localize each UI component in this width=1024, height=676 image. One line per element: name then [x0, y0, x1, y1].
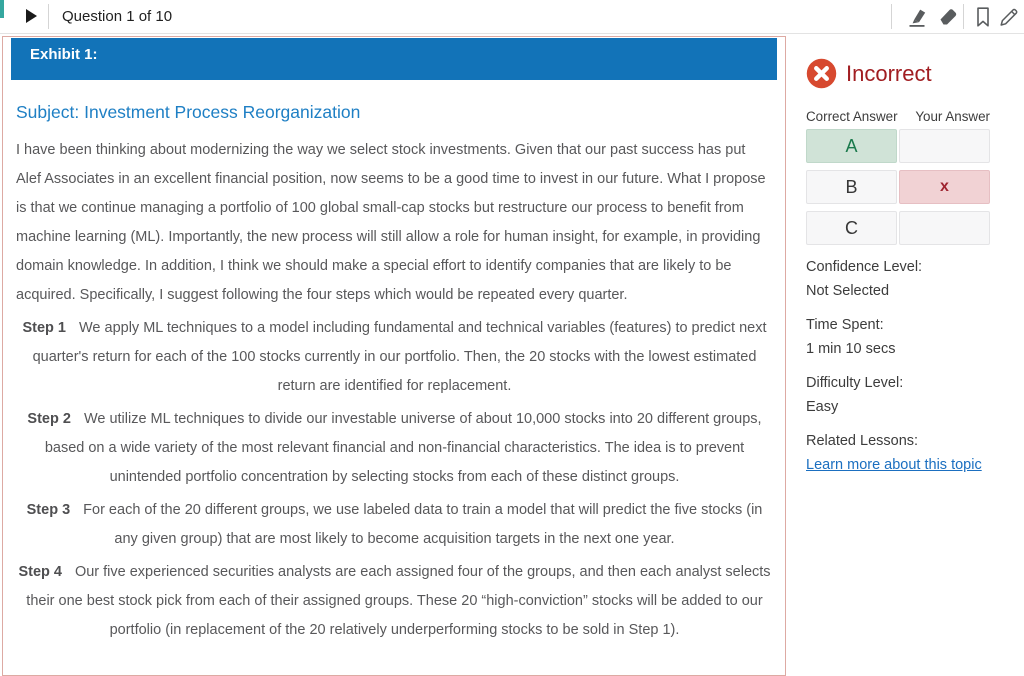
eraser-icon[interactable] [936, 5, 960, 29]
confidence-level-label: Confidence Level: [806, 259, 923, 275]
time-spent-label: Time Spent: [806, 317, 884, 333]
your-answer-header: Your Answer [915, 109, 990, 124]
related-lessons-block [806, 429, 1016, 477]
email-intro-paragraph: I have been thinking about modernizing the way we select stock investments. Given that our past success has put Alef Associates in an excellent financial position, now seems to be a good time to invest in our future. What I propose is that we continue managing a portfolio of 100 global small-cap stocks but restructure our process to benefit from machine learning (ML). Importantly, the new process will still allow a role for human insight, for example, in providing domain knowledge. In addition, I think we should make a special effort to identify companies that are likely to be acquired. Specifically, I suggest following the four steps which would be repeated every quarter. [16, 142, 766, 303]
answer-table-headers [806, 109, 990, 124]
step-3-text: For each of the 20 different groups, we use labeled data to train a model that will predict the five stocks (in any given group) that are most likely to become acquisition targets in the next one year. [83, 502, 763, 547]
exhibit-title: Exhibit 1: [30, 46, 98, 63]
correct-answer-header: Correct Answer [806, 109, 898, 124]
step-3-paragraph [16, 496, 773, 554]
result-sidebar [806, 36, 1016, 477]
step-1-paragraph [16, 314, 773, 401]
step-2-label: Step 2 [27, 411, 71, 427]
time-spent-value: 1 min 10 secs [806, 341, 896, 357]
answer-table [806, 129, 1016, 245]
result-status [806, 58, 1016, 89]
step-1-text: We apply ML techniques to a model including fundamental and technical variables (features) to predict next quarter's return for each of the 100 stocks currently in our portfolio. Then, the 20 stocks with the lowest estimated return are identified for replacement. [32, 320, 767, 394]
highlighter-icon[interactable] [905, 5, 929, 29]
question-panel [2, 36, 786, 676]
panel-edge-sliver [0, 0, 4, 18]
exhibit-header-bar [11, 38, 777, 80]
status-label: Incorrect [846, 60, 932, 86]
your-answer-cell-b: x [899, 170, 990, 204]
pencil-icon[interactable] [997, 5, 1021, 29]
time-spent-block [806, 313, 1016, 361]
difficulty-level-label: Difficulty Level: [806, 375, 904, 391]
step-4-paragraph [16, 558, 773, 645]
your-answer-cell-a [899, 129, 990, 163]
toolbar-divider [891, 4, 892, 29]
step-2-text: We utilize ML techniques to divide our investable universe of about 10,000 stocks into 20 different groups, based on a wide variety of the most relevant financial and non-financial characteristics. The idea is to prevent unintended portfolio concentration by selecting stocks from each of these distinct groups. [44, 411, 762, 485]
confidence-level-block [806, 255, 1016, 303]
toolbar [0, 0, 1024, 34]
toolbar-divider [963, 4, 964, 29]
step-1-label: Step 1 [22, 320, 66, 336]
step-4-label: Step 4 [18, 564, 62, 580]
toolbar-divider [48, 4, 49, 29]
question-counter: Question 1 of 10 [62, 8, 173, 25]
answer-cell-c: C [806, 211, 897, 245]
difficulty-level-block [806, 371, 1016, 419]
confidence-level-value: Not Selected [806, 283, 890, 299]
related-lessons-label: Related Lessons: [806, 433, 919, 449]
related-lessons-link[interactable]: Learn more about this topic [806, 457, 982, 473]
correct-answer-cell-a: A [806, 129, 897, 163]
step-3-label: Step 3 [26, 502, 71, 518]
difficulty-level-value: Easy [806, 399, 839, 415]
bookmark-icon[interactable] [971, 5, 995, 29]
expand-question-list-button[interactable] [18, 3, 44, 29]
answer-cell-b: B [806, 170, 897, 204]
subject-heading: Subject: Investment Process Reorganization [16, 102, 361, 122]
step-2-paragraph [16, 405, 773, 492]
step-4-text: Our five experienced securities analysts are each assigned four of the groups, and then each analyst selects their one best stock pick from each of their assigned groups. These 20 “high-conviction” stocks will be added to our portfolio (in replacement of the 20 relatively underperforming stocks to be sold in Step 1). [26, 564, 771, 638]
play-icon [26, 9, 37, 23]
x-circle-icon [806, 58, 837, 89]
your-answer-cell-c [899, 211, 990, 245]
